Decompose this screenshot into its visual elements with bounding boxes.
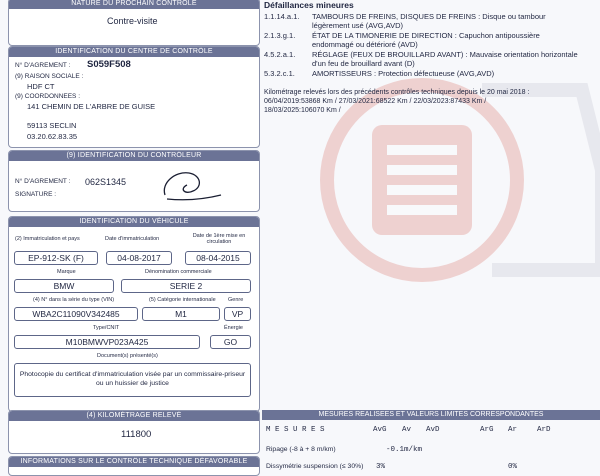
susp-av: 3% <box>376 463 386 471</box>
defaillance-item <box>264 50 578 68</box>
genre-caption: Genre <box>228 297 244 303</box>
col-av: Av <box>402 426 412 434</box>
genre-field: VP <box>224 307 251 321</box>
denom-field: SERIE 2 <box>121 279 251 293</box>
type-field: M10BMWVP023A425 <box>14 335 200 349</box>
defaillance-text: TAMBOURS DE FREINS, DISQUES DE FREINS : Disque ou tambour <box>312 12 546 21</box>
controller-header: (9) IDENTIFICATION DU CONTRÔLEUR <box>9 151 259 161</box>
controller-panel <box>8 150 260 212</box>
ripage-value: -0.1m/km <box>386 446 423 454</box>
centre-city: 59113 SECLIN <box>27 121 77 130</box>
centre-phone: 03.20.62.83.35 <box>27 132 78 141</box>
defaillance-text: ÉTAT DE LA TIMONERIE DE DIRECTION : Capuchon antipoussière <box>312 31 540 40</box>
immat-field: EP-912-SK (F) <box>14 251 98 265</box>
defaillance-code: 1.1.14.a.1. <box>264 12 300 21</box>
susp-ar: 0% <box>508 463 518 471</box>
controller-agrement-label: N° D'AGREMENT : <box>15 178 71 185</box>
defaillance-code: 4.5.2.a.1. <box>264 50 296 59</box>
vin-caption: (4) N° dans la série du type (VIN) <box>33 297 115 303</box>
next-control-panel <box>8 0 260 46</box>
mileage-value: 111800 <box>121 429 152 440</box>
immat-caption: (2) Immatriculation et pays <box>15 236 80 242</box>
signature-image <box>157 165 227 205</box>
next-control-value: Contre-visite <box>107 16 158 26</box>
mileage-history: Kilométrage relevés lors des précédents contrôles techniques depuis le 20 mai 2018 : 06/04/2019:53868 Km / 27/03/2021:68522 Km / 22/03/2023:87433 Km / 18/03/2025:106070 Km / <box>264 89 530 114</box>
controller-agrement-value: 062S1345 <box>85 177 127 187</box>
centre-raison-label: (9) RAISON SOCIALE : <box>15 73 84 80</box>
energie-caption: Énergie <box>224 325 243 331</box>
col-avg: AvG <box>373 426 387 434</box>
date-immat-field: 04-08-2017 <box>106 251 172 265</box>
centre-address: 141 CHEMIN DE L'ARBRE DE GUISE <box>27 102 156 111</box>
defaillance-item <box>264 31 540 49</box>
col-avd: AvD <box>426 426 440 434</box>
info-header: INFORMATIONS SUR LE CONTRÔLE TECHNIQUE DÉFAVORABLE <box>9 457 259 467</box>
mesures-header: MESURES REALISEES ET VALEURS LIMITES CORRESPONDANTES <box>262 410 600 420</box>
susp-label: Dissymétrie suspension (≤ 30%) <box>266 463 364 470</box>
docs-caption: Document(s) présenté(s) <box>97 353 158 359</box>
right-column <box>262 0 600 470</box>
categorie-caption: (5) Catégorie internationale <box>149 297 216 303</box>
col-ar: Ar <box>508 426 518 434</box>
vehicle-header: IDENTIFICATION DU VÉHICULE <box>9 217 259 227</box>
mesures-label: M E S U R E S <box>266 426 325 434</box>
defaillance-text: AMORTISSEURS : Protection défectueuse (AVG,AVD) <box>312 69 495 78</box>
marque-caption: Marque <box>57 269 76 275</box>
centre-agrement-label: N° D'AGREMENT : <box>15 62 71 69</box>
defaillance-item <box>264 69 494 78</box>
centre-raison-value: HDF CT <box>27 82 55 91</box>
ripage-label: Ripage (-8 à + 8 m/km) <box>266 446 336 453</box>
type-caption: Type/CNIT <box>93 325 120 331</box>
centre-panel <box>8 46 260 148</box>
defaillance-code: 2.1.3.g.1. <box>264 31 296 40</box>
defaillance-text: d'un feu de brouillard avant (D) <box>312 59 415 68</box>
date-immat-caption: Date d'immatriculation <box>105 236 160 242</box>
denom-caption: Dénomination commerciale <box>145 269 212 275</box>
date-1ere-field: 08-04-2015 <box>185 251 251 265</box>
docs-field: Photocopie du certificat d'immatriculation visée par un commissaire-priseur ou un huissier de justice <box>14 363 251 397</box>
defaillance-code: 5.3.2.c.1. <box>264 69 295 78</box>
centre-agrement-value: S059F508 <box>87 59 131 70</box>
defaillances-title: Défaillances mineures <box>264 0 354 10</box>
defaillance-item <box>264 12 546 30</box>
centre-coord-label: (9) COORDONNEES : <box>15 93 81 100</box>
defaillance-text: légèrement usé (AVG,AVD) <box>312 21 404 30</box>
vin-field: WBA2C11090V342485 <box>14 307 138 321</box>
mileage-panel <box>8 410 260 454</box>
signature-label: SIGNATURE : <box>15 191 57 198</box>
defaillance-text: endommagé ou détérioré (AVD) <box>312 40 418 49</box>
energie-field: GO <box>210 335 251 349</box>
categorie-field: M1 <box>142 307 220 321</box>
vehicle-panel <box>8 216 260 412</box>
next-control-header: NATURE DU PROCHAIN CONTRÔLE <box>9 0 259 9</box>
defaillance-text: RÉGLAGE (FEUX DE BROUILLARD AVANT) : Mauvaise orientation horizontale <box>312 50 578 59</box>
col-arg: ArG <box>480 426 494 434</box>
marque-field: BMW <box>14 279 114 293</box>
date-1ere-caption: Date de 1ère mise en circulation <box>192 233 246 245</box>
col-ard: ArD <box>537 426 551 434</box>
info-panel <box>8 456 260 476</box>
mileage-header: (4) KILOMÉTRAGE RELEVÉ <box>9 411 259 421</box>
centre-header: IDENTIFICATION DU CENTRE DE CONTRÔLE <box>9 47 259 57</box>
